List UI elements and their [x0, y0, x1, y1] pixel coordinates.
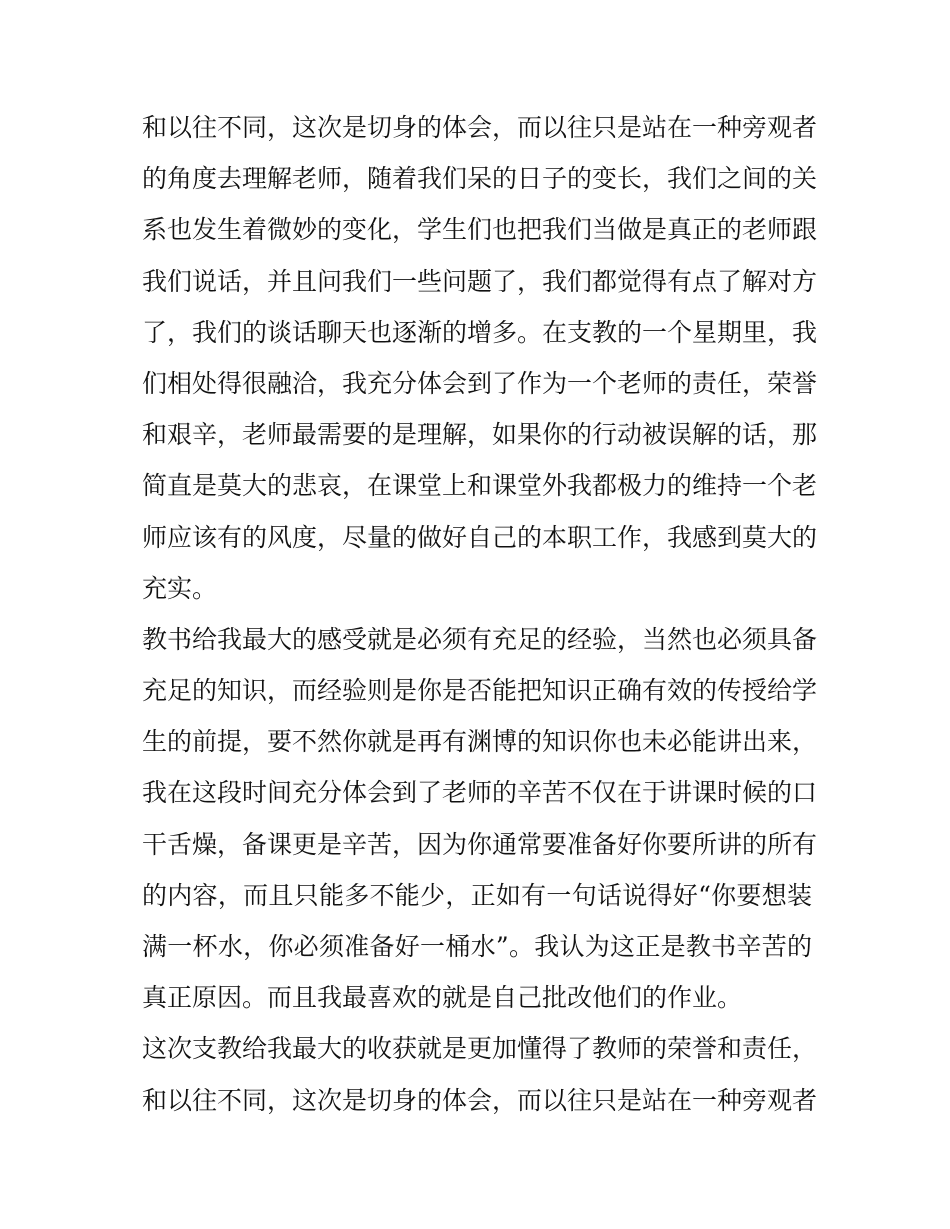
- p1-line-7: 和艰辛，老师最需要的是理解，如果你的行动被误解的话，那: [142, 420, 818, 450]
- p2-line-1: 教书给我最大的感受就是必须有充足的经验，当然也必须具备: [142, 624, 818, 654]
- p2-line-4: 我在这段时间充分体会到了老师的辛苦不仅在于讲课时候的口: [142, 778, 818, 808]
- p1-line-3: 系也发生着微妙的变化，学生们也把我们当做是真正的老师跟: [142, 215, 818, 245]
- p2-line-6: 的内容，而且只能多不能少，正如有一句话说得好“你要想装: [142, 880, 812, 910]
- p1-line-9: 师应该有的风度，尽量的做好自己的本职工作，我感到莫大的: [142, 522, 818, 552]
- p2-line-5: 干舌燥，备课更是辛苦，因为你通常要准备好你要所讲的所有: [142, 829, 818, 859]
- p1-line-5: 了，我们的谈话聊天也逐渐的增多。在支教的一个星期里，我: [142, 317, 818, 347]
- p3-line-1: 这次支教给我最大的收获就是更加懂得了教师的荣誉和责任，: [142, 1034, 818, 1064]
- document-body: [142, 108, 818, 1132]
- p1-line-8: 简直是莫大的悲哀，在课堂上和课堂外我都极力的维持一个老: [142, 471, 818, 501]
- p1-line-2: 的角度去理解老师，随着我们呆的日子的变长，我们之间的关: [142, 164, 818, 194]
- p2-line-3: 生的前提，要不然你就是再有渊博的知识你也未必能讲出来，: [142, 727, 818, 757]
- p1-line-1: 和以往不同，这次是切身的体会，而以往只是站在一种旁观者: [142, 113, 818, 142]
- p1-line-6: 们相处得很融洽，我充分体会到了作为一个老师的责任，荣誉: [142, 368, 818, 398]
- p3-line-2: 和以往不同，这次是切身的体会，而以往只是站在一种旁观者: [142, 1085, 818, 1115]
- p1-line-4: 我们说话，并且问我们一些问题了，我们都觉得有点了解对方: [142, 266, 818, 296]
- p2-line-2: 充足的知识，而经验则是你是否能把知识正确有效的传授给学: [142, 676, 818, 706]
- p2-line-8: 真正原因。而且我最喜欢的就是自己批改他们的作业。: [142, 983, 743, 1013]
- p1-line-10: 充实。: [142, 573, 218, 603]
- p2-line-7: 满一杯水，你必须准备好一桶水”。我认为这正是教书辛苦的: [142, 932, 812, 961]
